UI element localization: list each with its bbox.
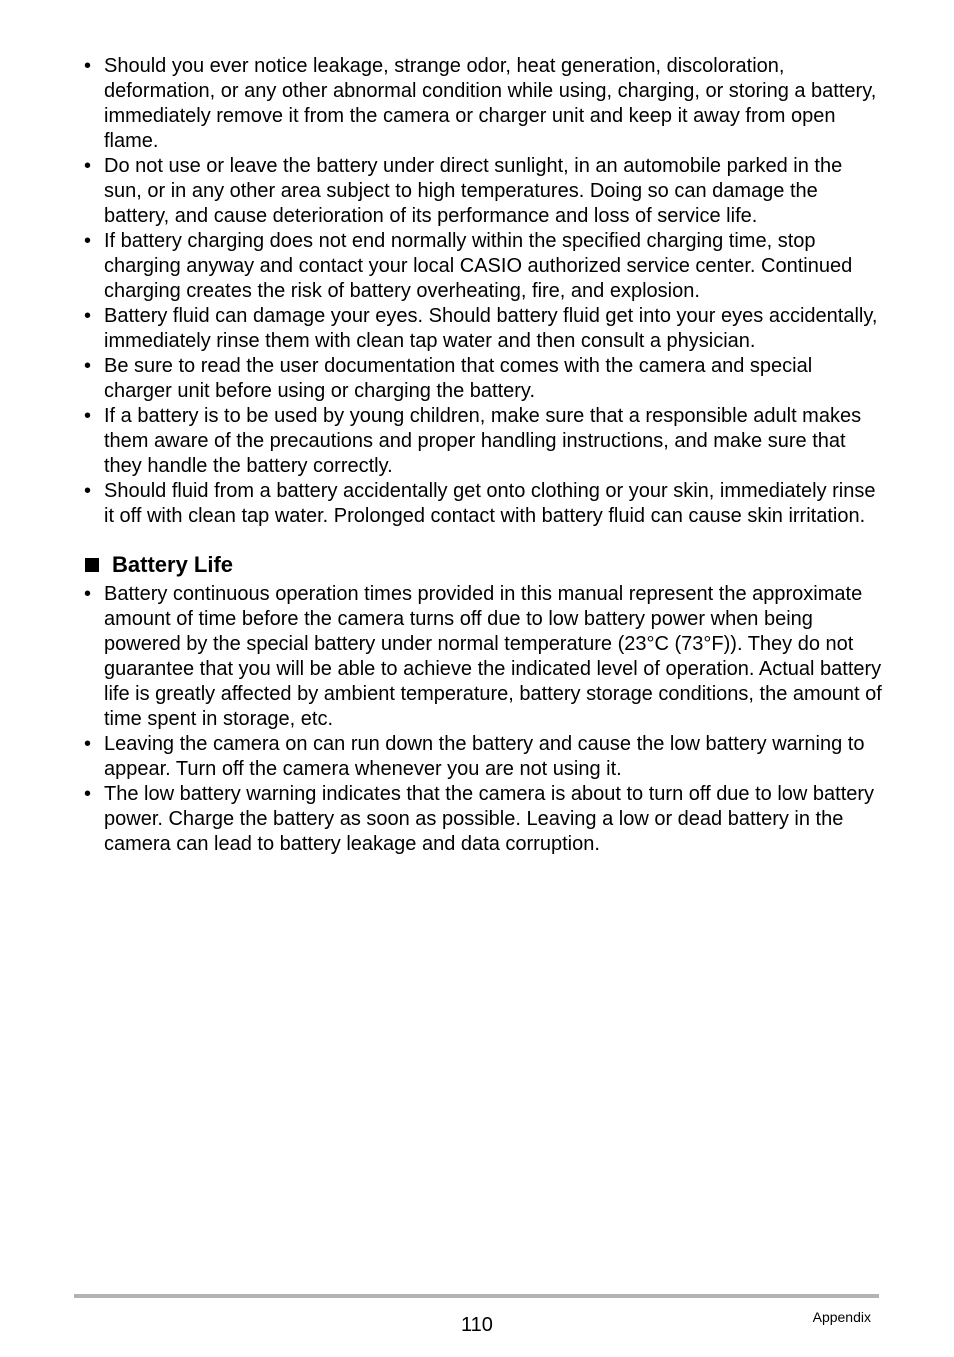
list-item <box>84 229 884 304</box>
bullet-icon: • <box>84 305 92 327</box>
list-item <box>84 354 884 404</box>
list-item-text: If a battery is to be used by young children, make sure that a responsible adult makes them aware of the precautions and proper handling instructions, and make sure that they handle the battery correctly. <box>104 405 862 477</box>
battery-life-list <box>84 582 884 857</box>
list-item <box>84 582 884 732</box>
square-bullet-icon <box>85 558 99 572</box>
list-item <box>84 154 884 229</box>
bullet-icon: • <box>84 583 92 605</box>
battery-warnings-list <box>84 54 884 529</box>
page-content <box>84 54 884 857</box>
bullet-icon: • <box>84 783 92 805</box>
list-item-text: If battery charging does not end normally within the specified charging time, stop charging anyway and contact your local CASIO authorized service center. Continued charging creates the risk of battery overheating, fire, and explosion. <box>104 230 853 302</box>
battery-life-heading <box>84 549 884 581</box>
bullet-icon: • <box>84 733 92 755</box>
bullet-icon: • <box>84 230 92 252</box>
list-item-text: Battery fluid can damage your eyes. Should battery fluid get into your eyes accidentally, immediately rinse them with clean tap water and then consult a physician. <box>104 305 878 352</box>
list-item <box>84 479 884 529</box>
list-item-text: Should you ever notice leakage, strange odor, heat generation, discoloration, deformation, or any other abnormal condition while using, charging, or storing a battery, immediately remove it from the camera or charger unit and keep it away from open flame. <box>104 55 877 152</box>
bullet-icon: • <box>84 405 92 427</box>
bullet-icon: • <box>84 355 92 377</box>
list-item <box>84 782 884 857</box>
list-item-text: Battery continuous operation times provided in this manual represent the approximate amount of time before the camera turns off due to low battery power when being powered by the special battery under normal temperature (23°C (73°F)). They do not guarantee that you will be able to achieve the indicated level of operation. Actual battery life is greatly affected by ambient temperature, battery storage conditions, the amount of time spent in storage, etc. <box>104 583 882 730</box>
list-item-text: Be sure to read the user documentation that comes with the camera and special charger unit before using or charging the battery. <box>104 355 813 402</box>
list-item <box>84 304 884 354</box>
list-item <box>84 54 884 154</box>
bullet-icon: • <box>84 55 92 77</box>
list-item <box>84 404 884 479</box>
list-item-text: Should fluid from a battery accidentally get onto clothing or your skin, immediately rinse it off with clean tap water. Prolonged contact with battery fluid can cause skin irritation. <box>104 480 876 527</box>
page-number: 110 <box>461 1314 493 1336</box>
list-item-text: Leaving the camera on can run down the battery and cause the low battery warning to appear. Turn off the camera whenever you are not using it. <box>104 733 865 780</box>
list-item-text: The low battery warning indicates that the camera is about to turn off due to low battery power. Charge the battery as soon as possible. Leaving a low or dead battery in the camera can lead to battery leakage and data corruption. <box>104 783 875 855</box>
bullet-icon: • <box>84 155 92 177</box>
footer-section-label: Appendix <box>812 1309 871 1325</box>
list-item-text: Do not use or leave the battery under direct sunlight, in an automobile parked in the sun, or in any other area subject to high temperatures. Doing so can damage the battery, and cause deterioration of its performance and loss of service life. <box>104 155 843 227</box>
section-heading-text: Battery Life <box>112 552 234 577</box>
bullet-icon: • <box>84 480 92 502</box>
list-item <box>84 732 884 782</box>
footer-divider <box>74 1294 879 1298</box>
